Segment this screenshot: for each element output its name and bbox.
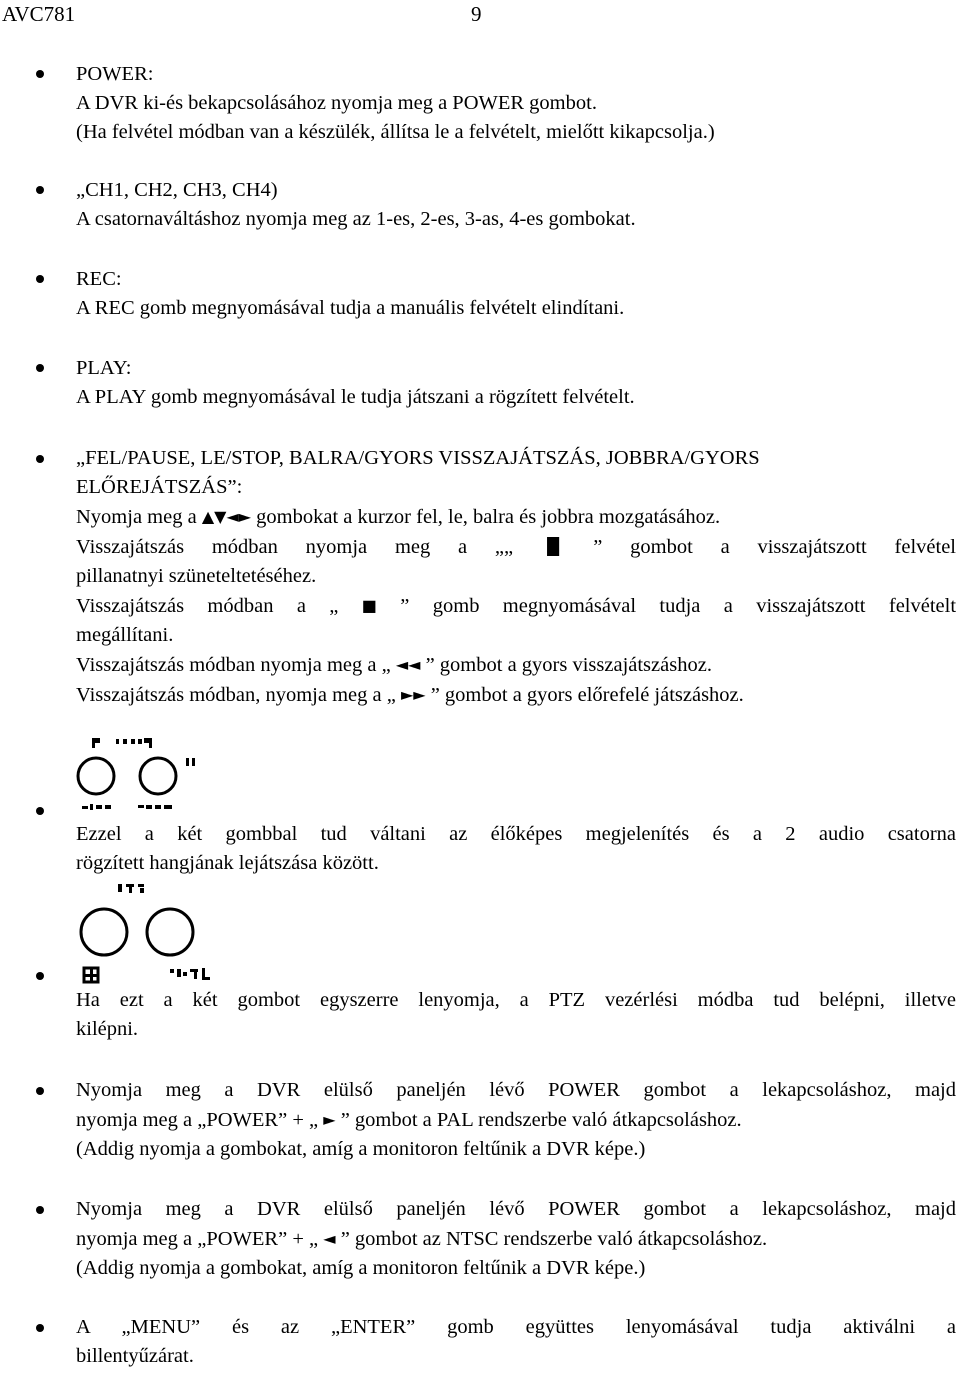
list-item-play <box>76 354 956 412</box>
text-segment: Visszajátszás módban a „ <box>76 595 339 617</box>
item-text: (Addig nyomja a gombokat, amíg a monitoron feltűnik a DVR képe.) <box>76 1138 646 1160</box>
bullet-icon <box>36 1206 44 1214</box>
pause-icon: ▐▌ <box>540 537 566 556</box>
item-text <box>76 1105 956 1135</box>
item-heading: ELŐREJÁTSZÁS”: <box>76 476 243 498</box>
item-text: (Addig nyomja a gombokat, amíg a monitoron feltűnik a DVR képe.) <box>76 1257 646 1279</box>
item-text: Nyomja meg a DVR elülső paneljén lévő POWER gombot a lekapcsoláshoz, majd <box>76 1198 956 1220</box>
item-text: A „MENU” és az „ENTER” gomb együttes lenyomásával tudja aktiválni a <box>76 1316 956 1338</box>
bullet-icon <box>36 275 44 283</box>
list-item-ntsc <box>76 1195 956 1283</box>
item-text <box>76 1224 956 1254</box>
right-arrow-icon: ► <box>323 1110 336 1129</box>
bullet-icon <box>36 70 44 78</box>
item-text: A csatornaváltáshoz nyomja meg az 1-es, 2-es, 3-as, 4-es gombokat. <box>76 208 636 230</box>
item-text <box>76 502 956 532</box>
text-segment: ” gombot a PAL rendszerbe való átkapcsoláshoz. <box>340 1109 742 1131</box>
text-segment: Visszajátszás módban nyomja meg a „„ <box>76 536 514 558</box>
list-item-pal <box>76 1076 956 1164</box>
stop-icon: ■ <box>361 596 377 615</box>
text-segment: ” gombot a visszajátszott felvétel <box>593 536 956 558</box>
bullet-icon <box>36 1087 44 1095</box>
item-text: kilépni. <box>76 1018 139 1040</box>
item-heading: REC: <box>76 268 122 290</box>
item-text: Nyomja meg a DVR elülső paneljén lévő POWER gombot a lekapcsoláshoz, majd <box>76 1079 956 1101</box>
item-text: A DVR ki-és bekapcsolásához nyomja meg a POWER gombot. <box>76 92 597 114</box>
text-segment: nyomja meg a „POWER” + „ <box>76 1228 319 1250</box>
list-item-channels <box>76 176 956 234</box>
fast-forward-icon: ►► <box>400 685 426 704</box>
item-heading: „CH1, CH2, CH3, CH4) <box>76 179 278 201</box>
item-text: billentyűzárat. <box>76 1345 194 1367</box>
item-text: A REC gomb megnyomásával tudja a manuális felvételt elindítani. <box>76 297 625 319</box>
rewind-icon: ◄◄ <box>395 655 421 674</box>
item-text: megállítani. <box>76 624 174 646</box>
list-item-power <box>76 60 956 147</box>
ptz-buttons-icon <box>76 882 224 986</box>
bullet-icon <box>36 364 44 372</box>
text-segment: gombokat a kurzor fel, le, balra és jobbra mozgatásához. <box>256 506 721 528</box>
bullet-icon <box>36 455 44 463</box>
item-text <box>76 680 956 710</box>
item-text: pillanatnyi szüneteltetéséhez. <box>76 565 317 587</box>
item-text: (Ha felvétel módban van a készülék, állítsa le a felvételt, mielőtt kikapcsolja.) <box>76 121 715 143</box>
item-text <box>76 591 956 621</box>
bullet-icon <box>36 972 44 980</box>
left-arrow-icon: ◄ <box>323 1229 336 1248</box>
text-segment: ” gombot az NTSC rendszerbe való átkapcsoláshoz. <box>340 1228 768 1250</box>
text-segment: Visszajátszás módban, nyomja meg a „ <box>76 684 396 706</box>
text-segment: nyomja meg a „POWER” + „ <box>76 1109 319 1131</box>
bullet-icon <box>36 1324 44 1332</box>
page-number: 9 <box>471 2 482 26</box>
bullet-icon <box>36 186 44 194</box>
text-segment: Visszajátszás módban nyomja meg a „ <box>76 654 391 676</box>
list-item-navigation-keys <box>76 444 956 710</box>
item-text <box>76 532 956 562</box>
text-segment: ” gomb megnyomásával tudja a visszajátszott felvételt <box>400 595 957 617</box>
item-heading: PLAY: <box>76 357 132 379</box>
item-text: rögzített hangjának lejátszása között. <box>76 852 379 874</box>
text-segment: Nyomja meg a <box>76 506 197 528</box>
item-text: Ha ezt a két gombot egyszerre lenyomja, a PTZ vezérlési módba tud belépni, illetve <box>76 989 956 1011</box>
list-item-key-lock <box>76 1313 956 1371</box>
text-segment: ” gombot a gyors visszajátszáshoz. <box>425 654 712 676</box>
item-heading: POWER: <box>76 63 154 85</box>
arrow-keys-icon: ▲▼◄► <box>201 507 252 526</box>
list-item-ptz <box>76 986 956 1044</box>
text-segment: ” gombot a gyors előrefelé játszáshoz. <box>430 684 744 706</box>
item-text: Ezzel a két gombbal tud váltani az élőképes megjelenítés és a 2 audio csatorna <box>76 823 956 845</box>
list-item-rec <box>76 265 956 323</box>
document-id: AVC781 <box>2 2 76 26</box>
list-item-slow-zoom <box>76 820 956 878</box>
slow-zoom-buttons-illustration <box>76 736 208 816</box>
ptz-buttons-illustration <box>76 882 224 986</box>
item-text <box>76 650 956 680</box>
item-heading: „FEL/PAUSE, LE/STOP, BALRA/GYORS VISSZAJÁTSZÁS, JOBBRA/GYORS <box>76 447 760 469</box>
slow-zoom-buttons-icon <box>76 736 208 816</box>
item-text: A PLAY gomb megnyomásával le tudja játszani a rögzített felvételt. <box>76 386 635 408</box>
bullet-icon <box>36 807 44 815</box>
